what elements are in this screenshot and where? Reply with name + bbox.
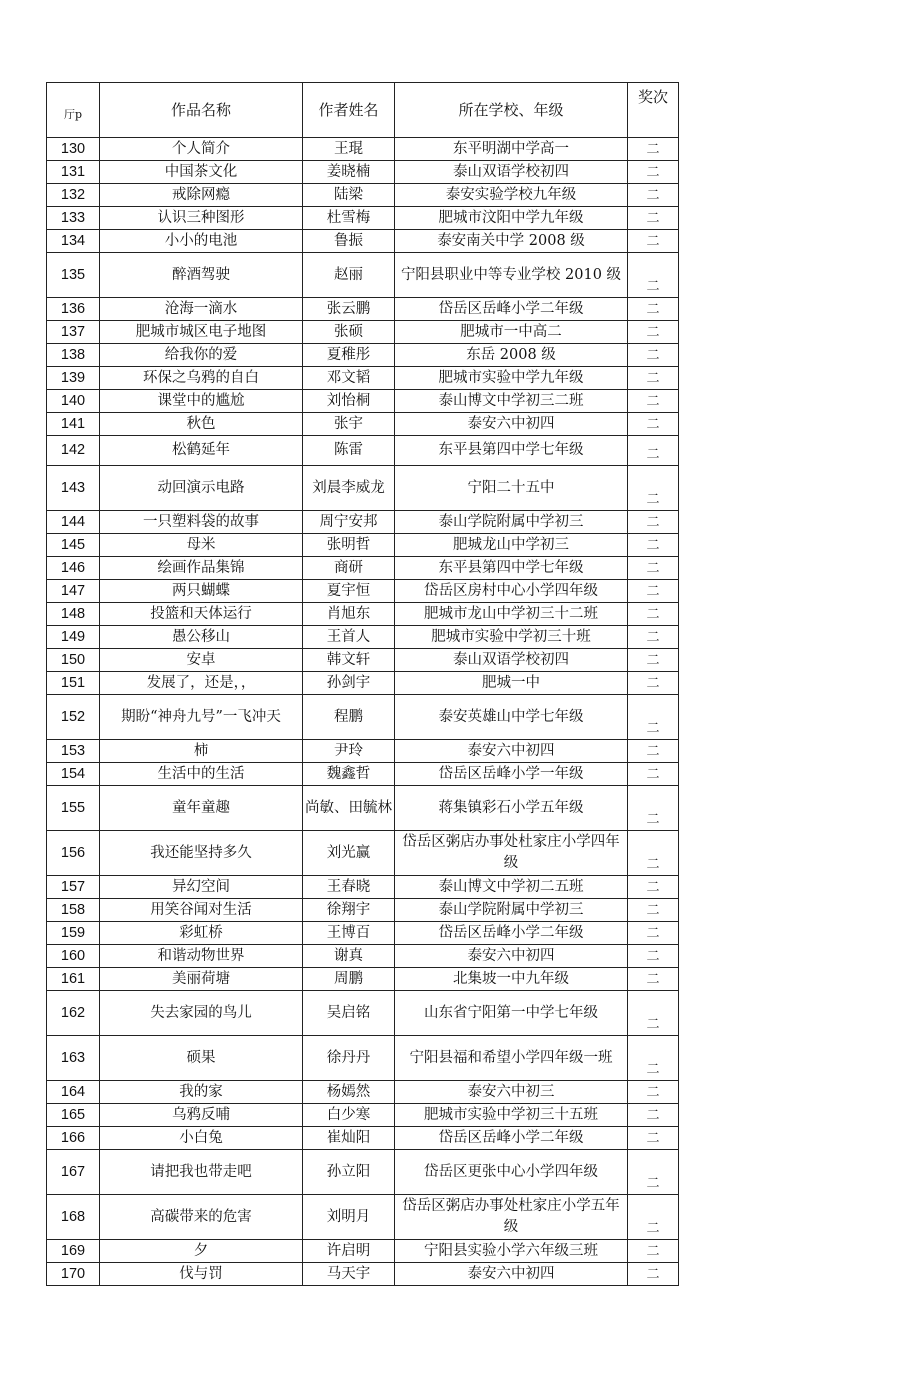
cell-school: 泰安实验学校九年级 [395, 184, 628, 207]
cell-award: 二 [628, 603, 679, 626]
cell-no: 148 [47, 603, 100, 626]
cell-author: 刘明月 [303, 1195, 395, 1240]
cell-title: 发展了，还是，， [100, 672, 303, 695]
cell-no: 136 [47, 298, 100, 321]
table-row [47, 945, 679, 968]
table-row [47, 413, 679, 436]
cell-no: 158 [47, 899, 100, 922]
cell-author: 王首人 [303, 626, 395, 649]
table-row [47, 534, 679, 557]
cell-school: 泰山双语学校初四 [395, 649, 628, 672]
cell-award: 二 [628, 1036, 679, 1081]
cell-title: 秋色 [100, 413, 303, 436]
cell-award: 二 [628, 945, 679, 968]
cell-award: 二 [628, 1104, 679, 1127]
cell-author: 杨嫣然 [303, 1081, 395, 1104]
cell-title: 美丽荷塘 [100, 968, 303, 991]
cell-no: 155 [47, 786, 100, 831]
cell-award: 二 [628, 649, 679, 672]
table-row [47, 1104, 679, 1127]
cell-award: 二 [628, 367, 679, 390]
cell-school: 北集坡一中九年级 [395, 968, 628, 991]
cell-award: 二 [628, 230, 679, 253]
cell-author: 刘光赢 [303, 831, 395, 876]
cell-no: 131 [47, 161, 100, 184]
cell-no: 156 [47, 831, 100, 876]
cell-title: 生活中的生活 [100, 763, 303, 786]
cell-school: 肥城市一中高二 [395, 321, 628, 344]
cell-school: 宁阳县职业中等专业学校 2010 级 [395, 253, 628, 298]
table-row [47, 466, 679, 511]
cell-no: 134 [47, 230, 100, 253]
cell-no: 141 [47, 413, 100, 436]
cell-award: 二 [628, 557, 679, 580]
cell-title: 投篮和天体运行 [100, 603, 303, 626]
cell-school: 泰安南关中学 2008 级 [395, 230, 628, 253]
cell-award: 二 [628, 786, 679, 831]
cell-no: 147 [47, 580, 100, 603]
cell-no: 149 [47, 626, 100, 649]
cell-author: 肖旭东 [303, 603, 395, 626]
cell-author: 许启明 [303, 1240, 395, 1263]
table-row [47, 207, 679, 230]
cell-author: 孙立阳 [303, 1150, 395, 1195]
cell-award: 二 [628, 138, 679, 161]
cell-award: 二 [628, 207, 679, 230]
header-award: 奖次 [628, 83, 679, 138]
table-row [47, 1240, 679, 1263]
cell-school: 肥城市实验中学初三十班 [395, 626, 628, 649]
cell-title: 绘画作品集锦 [100, 557, 303, 580]
cell-no: 143 [47, 466, 100, 511]
cell-no: 152 [47, 695, 100, 740]
cell-school: 肥城市实验中学初三十五班 [395, 1104, 628, 1127]
cell-author: 程鹏 [303, 695, 395, 740]
cell-title: 松鹤延年 [100, 436, 303, 466]
cell-school: 肥城市龙山中学初三十二班 [395, 603, 628, 626]
cell-title: 两只蝴蝶 [100, 580, 303, 603]
cell-author: 谢真 [303, 945, 395, 968]
cell-author: 韩文轩 [303, 649, 395, 672]
table-row [47, 1127, 679, 1150]
cell-no: 139 [47, 367, 100, 390]
cell-author: 马天宇 [303, 1263, 395, 1286]
cell-title: 小白兔 [100, 1127, 303, 1150]
cell-school: 泰安六中初四 [395, 740, 628, 763]
cell-no: 153 [47, 740, 100, 763]
cell-school: 泰山学院附属中学初三 [395, 899, 628, 922]
table-row [47, 344, 679, 367]
cell-title: 柿 [100, 740, 303, 763]
cell-school: 肥城市汶阳中学九年级 [395, 207, 628, 230]
header-school: 所在学校、年级 [395, 83, 628, 138]
cell-school: 肥城一中 [395, 672, 628, 695]
cell-no: 154 [47, 763, 100, 786]
cell-award: 二 [628, 740, 679, 763]
cell-title: 高碳带来的危害 [100, 1195, 303, 1240]
table-row [47, 580, 679, 603]
cell-title: 彩虹桥 [100, 922, 303, 945]
cell-title: 母米 [100, 534, 303, 557]
cell-author: 刘怡桐 [303, 390, 395, 413]
cell-title: 小小的电池 [100, 230, 303, 253]
cell-school: 东平明湖中学高一 [395, 138, 628, 161]
cell-award: 二 [628, 321, 679, 344]
cell-no: 166 [47, 1127, 100, 1150]
table-row [47, 968, 679, 991]
cell-author: 周宁安邦 [303, 511, 395, 534]
cell-no: 140 [47, 390, 100, 413]
cell-award: 二 [628, 876, 679, 899]
cell-author: 王琨 [303, 138, 395, 161]
cell-school: 山东省宁阳第一中学七年级 [395, 991, 628, 1036]
cell-author: 陆梁 [303, 184, 395, 207]
cell-school: 泰山博文中学初二五班 [395, 876, 628, 899]
cell-no: 130 [47, 138, 100, 161]
table-row [47, 511, 679, 534]
cell-award: 二 [628, 626, 679, 649]
cell-award: 二 [628, 1127, 679, 1150]
cell-title: 我的家 [100, 1081, 303, 1104]
table-row [47, 991, 679, 1036]
cell-school: 泰山博文中学初三二班 [395, 390, 628, 413]
cell-author: 夏稚彤 [303, 344, 395, 367]
cell-award: 二 [628, 390, 679, 413]
cell-no: 169 [47, 1240, 100, 1263]
cell-award: 二 [628, 1081, 679, 1104]
cell-no: 144 [47, 511, 100, 534]
cell-title: 愚公移山 [100, 626, 303, 649]
cell-title: 安卓 [100, 649, 303, 672]
cell-no: 167 [47, 1150, 100, 1195]
cell-title: 请把我也带走吧 [100, 1150, 303, 1195]
cell-title: 伐与罚 [100, 1263, 303, 1286]
cell-school: 宁阳县实验小学六年级三班 [395, 1240, 628, 1263]
cell-school: 岱岳区岳峰小学二年级 [395, 1127, 628, 1150]
cell-no: 132 [47, 184, 100, 207]
cell-title: 戒除网瘾 [100, 184, 303, 207]
cell-title: 沧海一滴水 [100, 298, 303, 321]
cell-school: 泰山双语学校初四 [395, 161, 628, 184]
cell-award: 二 [628, 1263, 679, 1286]
cell-title: 我还能坚持多久 [100, 831, 303, 876]
cell-author: 崔灿阳 [303, 1127, 395, 1150]
cell-award: 二 [628, 184, 679, 207]
table-row [47, 1195, 679, 1240]
cell-title: 个人简介 [100, 138, 303, 161]
table-row [47, 161, 679, 184]
cell-author: 张明哲 [303, 534, 395, 557]
table-row [47, 1036, 679, 1081]
cell-award: 二 [628, 436, 679, 466]
cell-school: 东岳 2008 级 [395, 344, 628, 367]
cell-school: 宁阳县福和希望小学四年级一班 [395, 1036, 628, 1081]
cell-award: 二 [628, 1240, 679, 1263]
cell-author: 张云鹏 [303, 298, 395, 321]
cell-school: 岱岳区岳峰小学二年级 [395, 298, 628, 321]
cell-title: 和谐动物世界 [100, 945, 303, 968]
cell-no: 135 [47, 253, 100, 298]
cell-title: 环保之乌鸦的自白 [100, 367, 303, 390]
cell-award: 二 [628, 831, 679, 876]
cell-award: 二 [628, 763, 679, 786]
cell-award: 二 [628, 695, 679, 740]
cell-school: 岱岳区岳峰小学二年级 [395, 922, 628, 945]
cell-award: 二 [628, 922, 679, 945]
cell-award: 二 [628, 344, 679, 367]
table-row [47, 367, 679, 390]
table-row [47, 922, 679, 945]
cell-no: 168 [47, 1195, 100, 1240]
table-row [47, 390, 679, 413]
cell-school: 肥城市实验中学九年级 [395, 367, 628, 390]
cell-author: 姜晓楠 [303, 161, 395, 184]
cell-title: 异幻空间 [100, 876, 303, 899]
awards-table [46, 82, 679, 1286]
cell-award: 二 [628, 1195, 679, 1240]
cell-title: 认识三种图形 [100, 207, 303, 230]
cell-author: 邓文韬 [303, 367, 395, 390]
table-body [47, 138, 679, 1286]
cell-award: 二 [628, 298, 679, 321]
cell-author: 王春晓 [303, 876, 395, 899]
header-author: 作者姓名 [303, 83, 395, 138]
cell-no: 138 [47, 344, 100, 367]
cell-school: 东平县第四中学七年级 [395, 436, 628, 466]
header-no: 厅p [47, 83, 100, 138]
cell-title: 给我你的爱 [100, 344, 303, 367]
table-row [47, 763, 679, 786]
cell-no: 150 [47, 649, 100, 672]
cell-award: 二 [628, 161, 679, 184]
cell-author: 王博百 [303, 922, 395, 945]
cell-title: 用笑谷闻对生活 [100, 899, 303, 922]
table-row [47, 876, 679, 899]
cell-school: 肥城龙山中学初三 [395, 534, 628, 557]
cell-award: 二 [628, 968, 679, 991]
header-row [47, 83, 679, 138]
table-row [47, 786, 679, 831]
cell-school: 岱岳区岳峰小学一年级 [395, 763, 628, 786]
cell-no: 170 [47, 1263, 100, 1286]
cell-author: 陈雷 [303, 436, 395, 466]
cell-school: 泰安六中初四 [395, 945, 628, 968]
cell-no: 137 [47, 321, 100, 344]
cell-no: 142 [47, 436, 100, 466]
cell-school: 岱岳区粥店办事处杜家庄小学五年级 [395, 1195, 628, 1240]
cell-author: 徐翔宇 [303, 899, 395, 922]
table-row [47, 695, 679, 740]
cell-award: 二 [628, 466, 679, 511]
cell-author: 赵丽 [303, 253, 395, 298]
cell-title: 课堂中的尴尬 [100, 390, 303, 413]
cell-award: 二 [628, 899, 679, 922]
cell-title: 乌鸦反哺 [100, 1104, 303, 1127]
cell-award: 二 [628, 511, 679, 534]
cell-author: 吴启铭 [303, 991, 395, 1036]
cell-author: 商研 [303, 557, 395, 580]
cell-no: 151 [47, 672, 100, 695]
cell-award: 二 [628, 991, 679, 1036]
table-row [47, 436, 679, 466]
table-row [47, 557, 679, 580]
table-row [47, 298, 679, 321]
cell-no: 164 [47, 1081, 100, 1104]
cell-title: 动回演示电路 [100, 466, 303, 511]
table-row [47, 626, 679, 649]
table-row [47, 230, 679, 253]
table-row [47, 603, 679, 626]
cell-author: 徐丹丹 [303, 1036, 395, 1081]
cell-title: 硕果 [100, 1036, 303, 1081]
cell-school: 岱岳区房村中心小学四年级 [395, 580, 628, 603]
cell-school: 泰安六中初四 [395, 1263, 628, 1286]
cell-school: 岱岳区更张中心小学四年级 [395, 1150, 628, 1195]
cell-award: 二 [628, 580, 679, 603]
cell-author: 鲁振 [303, 230, 395, 253]
cell-no: 163 [47, 1036, 100, 1081]
table-row [47, 899, 679, 922]
cell-author: 杜雪梅 [303, 207, 395, 230]
cell-author: 周鹏 [303, 968, 395, 991]
cell-school: 岱岳区粥店办事处杜家庄小学四年级 [395, 831, 628, 876]
cell-title: 中国茶文化 [100, 161, 303, 184]
cell-award: 二 [628, 413, 679, 436]
cell-author: 刘晨李威龙 [303, 466, 395, 511]
header-title: 作品名称 [100, 83, 303, 138]
table-row [47, 138, 679, 161]
cell-school: 宁阳二十五中 [395, 466, 628, 511]
cell-no: 160 [47, 945, 100, 968]
cell-title: 期盼“神舟九号”一飞冲天 [100, 695, 303, 740]
cell-title: 肥城市城区电子地图 [100, 321, 303, 344]
cell-author: 白少寒 [303, 1104, 395, 1127]
cell-author: 孙剑宇 [303, 672, 395, 695]
cell-author: 张硕 [303, 321, 395, 344]
cell-no: 146 [47, 557, 100, 580]
cell-author: 魏鑫哲 [303, 763, 395, 786]
cell-author: 张宇 [303, 413, 395, 436]
table-row [47, 253, 679, 298]
table-row [47, 1263, 679, 1286]
cell-school: 泰安六中初四 [395, 413, 628, 436]
table-row [47, 321, 679, 344]
cell-no: 157 [47, 876, 100, 899]
cell-title: 一只塑料袋的故事 [100, 511, 303, 534]
table-row [47, 184, 679, 207]
table-row [47, 1150, 679, 1195]
cell-award: 二 [628, 534, 679, 557]
cell-no: 133 [47, 207, 100, 230]
cell-award: 二 [628, 1150, 679, 1195]
cell-school: 蒋集镇彩石小学五年级 [395, 786, 628, 831]
cell-award: 二 [628, 253, 679, 298]
cell-title: 失去家园的鸟儿 [100, 991, 303, 1036]
cell-no: 159 [47, 922, 100, 945]
cell-author: 夏宇恒 [303, 580, 395, 603]
cell-no: 162 [47, 991, 100, 1036]
cell-no: 161 [47, 968, 100, 991]
cell-no: 165 [47, 1104, 100, 1127]
table-row [47, 649, 679, 672]
cell-title: 童年童趣 [100, 786, 303, 831]
cell-school: 东平县第四中学七年级 [395, 557, 628, 580]
cell-title: 醉酒驾驶 [100, 253, 303, 298]
cell-author: 尚敏、田毓林 [303, 786, 395, 831]
cell-school: 泰山学院附属中学初三 [395, 511, 628, 534]
table-row [47, 740, 679, 763]
table-row [47, 1081, 679, 1104]
table-row [47, 831, 679, 876]
cell-title: 夕 [100, 1240, 303, 1263]
cell-author: 尹玲 [303, 740, 395, 763]
cell-school: 泰安英雄山中学七年级 [395, 695, 628, 740]
cell-school: 泰安六中初三 [395, 1081, 628, 1104]
cell-award: 二 [628, 672, 679, 695]
table-row [47, 672, 679, 695]
cell-no: 145 [47, 534, 100, 557]
